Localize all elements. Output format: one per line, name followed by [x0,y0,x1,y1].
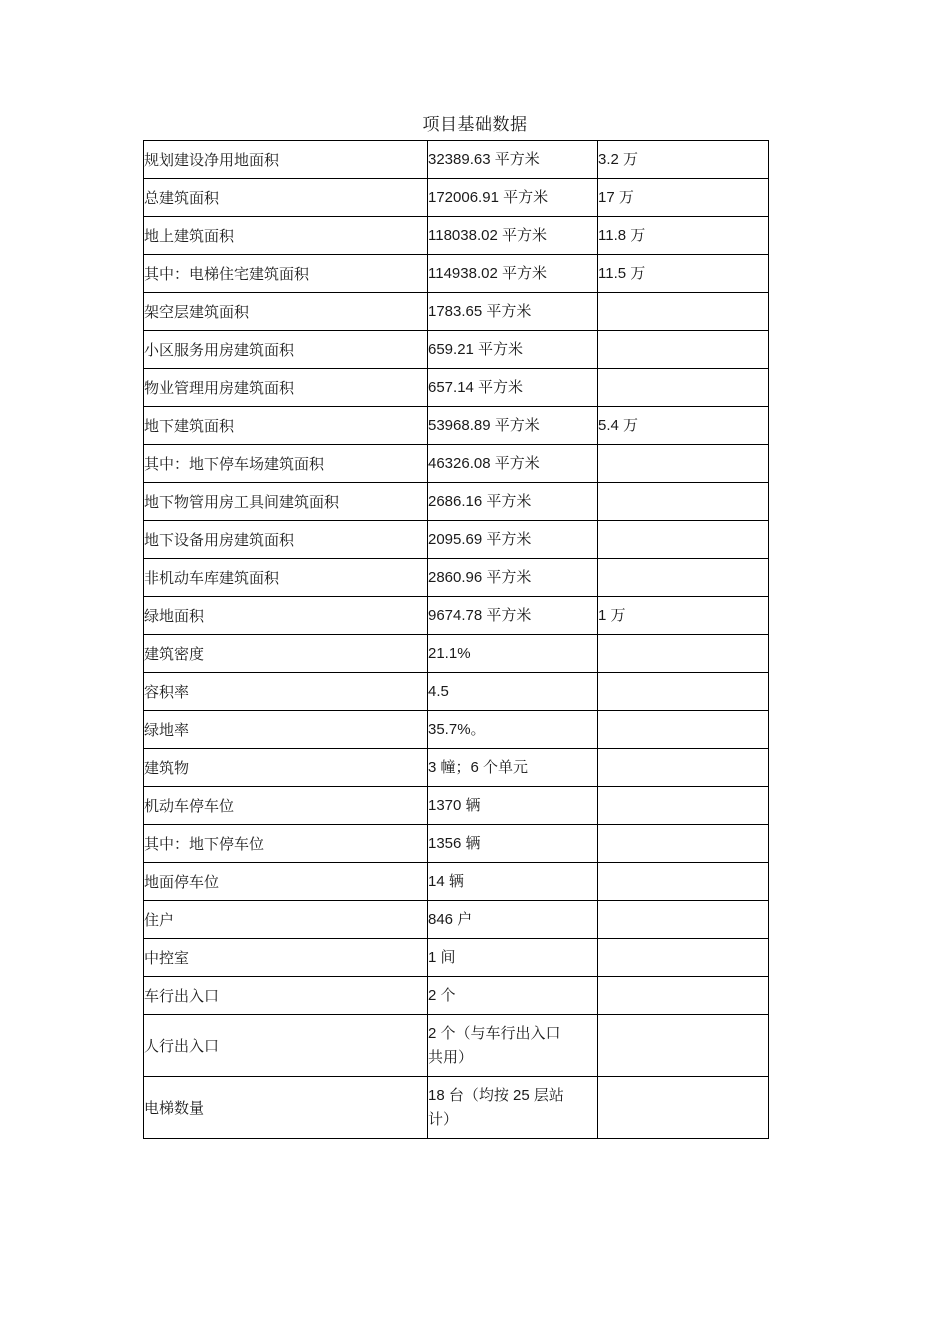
table-row [144,445,769,483]
row-approx [598,825,769,863]
row-approx [598,749,769,787]
row-approx [598,673,769,711]
row-approx: 11.8 万 [598,217,769,255]
row-approx [598,787,769,825]
row-value: 32389.63 平方米 [428,141,598,179]
row-approx [598,521,769,559]
row-label: 绿地面积 [144,597,428,635]
row-approx: 1 万 [598,597,769,635]
table-row [144,1015,769,1077]
row-value: 1783.65 平方米 [428,293,598,331]
row-value: 118038.02 平方米 [428,217,598,255]
row-approx [598,977,769,1015]
row-label: 物业管理用房建筑面积 [144,369,428,407]
row-label: 地下设备用房建筑面积 [144,521,428,559]
row-label: 地面停车位 [144,863,428,901]
row-value-line: 18 台（均按 25 层站 [428,1086,564,1104]
row-value: 114938.02 平方米 [428,255,598,293]
row-approx [598,1077,769,1139]
table-row [144,673,769,711]
table-row [144,711,769,749]
table-row [144,141,769,179]
table-row [144,407,769,445]
row-value-line: 2 个（与车行出入口 [428,1024,561,1042]
table-row [144,939,769,977]
row-label: 绿地率 [144,711,428,749]
table-row [144,293,769,331]
table-row [144,749,769,787]
row-value: 46326.08 平方米 [428,445,598,483]
row-value: 1 间 [428,939,598,977]
row-approx [598,635,769,673]
page-title: 项目基础数据 [422,115,528,135]
row-label: 地上建筑面积 [144,217,428,255]
table-row [144,217,769,255]
row-value: 659.21 平方米 [428,331,598,369]
table-row [144,597,769,635]
row-approx [598,559,769,597]
row-approx [598,863,769,901]
row-label: 中控室 [144,939,428,977]
row-label: 建筑物 [144,749,428,787]
row-value: 53968.89 平方米 [428,407,598,445]
row-approx: 11.5 万 [598,255,769,293]
table-row [144,483,769,521]
row-value: 14 辆 [428,863,598,901]
row-value: 2860.96 平方米 [428,559,598,597]
row-label: 其中：地下停车场建筑面积 [144,445,428,483]
row-value: 1370 辆 [428,787,598,825]
row-label: 其中：电梯住宅建筑面积 [144,255,428,293]
row-approx: 3.2 万 [598,141,769,179]
project-data-table [143,140,769,1139]
row-value: 846 户 [428,901,598,939]
row-approx [598,1015,769,1077]
table-row [144,977,769,1015]
table-row [144,331,769,369]
row-label: 车行出入口 [144,977,428,1015]
row-approx [598,331,769,369]
row-value: 657.14 平方米 [428,369,598,407]
row-value [428,1015,598,1077]
row-approx [598,445,769,483]
row-approx [598,901,769,939]
table-row [144,825,769,863]
row-label: 机动车停车位 [144,787,428,825]
table-row [144,863,769,901]
row-value: 21.1% [428,635,598,673]
row-value: 4.5 [428,673,598,711]
row-value: 2095.69 平方米 [428,521,598,559]
row-approx: 5.4 万 [598,407,769,445]
row-label: 总建筑面积 [144,179,428,217]
row-approx [598,939,769,977]
row-value: 2 个 [428,977,598,1015]
row-value: 9674.78 平方米 [428,597,598,635]
row-value [428,1077,598,1139]
row-label: 地下建筑面积 [144,407,428,445]
row-value: 1356 辆 [428,825,598,863]
row-approx [598,369,769,407]
row-label: 小区服务用房建筑面积 [144,331,428,369]
row-label: 容积率 [144,673,428,711]
table-row [144,1077,769,1139]
table-row [144,521,769,559]
row-label: 地下物管用房工具间建筑面积 [144,483,428,521]
table-row [144,179,769,217]
table-row [144,787,769,825]
row-value: 172006.91 平方米 [428,179,598,217]
row-value: 2686.16 平方米 [428,483,598,521]
table-row [144,901,769,939]
row-label: 住户 [144,901,428,939]
row-approx [598,711,769,749]
table-row [144,255,769,293]
row-value: 3 幢；6 个单元 [428,749,598,787]
row-label: 架空层建筑面积 [144,293,428,331]
table-row [144,369,769,407]
row-label: 规划建设净用地面积 [144,141,428,179]
row-approx: 17 万 [598,179,769,217]
table-body [144,141,769,1139]
table-row [144,559,769,597]
row-label: 其中：地下停车位 [144,825,428,863]
row-approx [598,483,769,521]
row-label: 电梯数量 [144,1077,428,1139]
row-label: 人行出入口 [144,1015,428,1077]
table-row [144,635,769,673]
row-value: 35.7%。 [428,711,598,749]
row-value-line: 共用） [428,1048,474,1066]
row-label: 非机动车库建筑面积 [144,559,428,597]
row-label: 建筑密度 [144,635,428,673]
row-approx [598,293,769,331]
row-value-line: 计） [428,1110,459,1128]
